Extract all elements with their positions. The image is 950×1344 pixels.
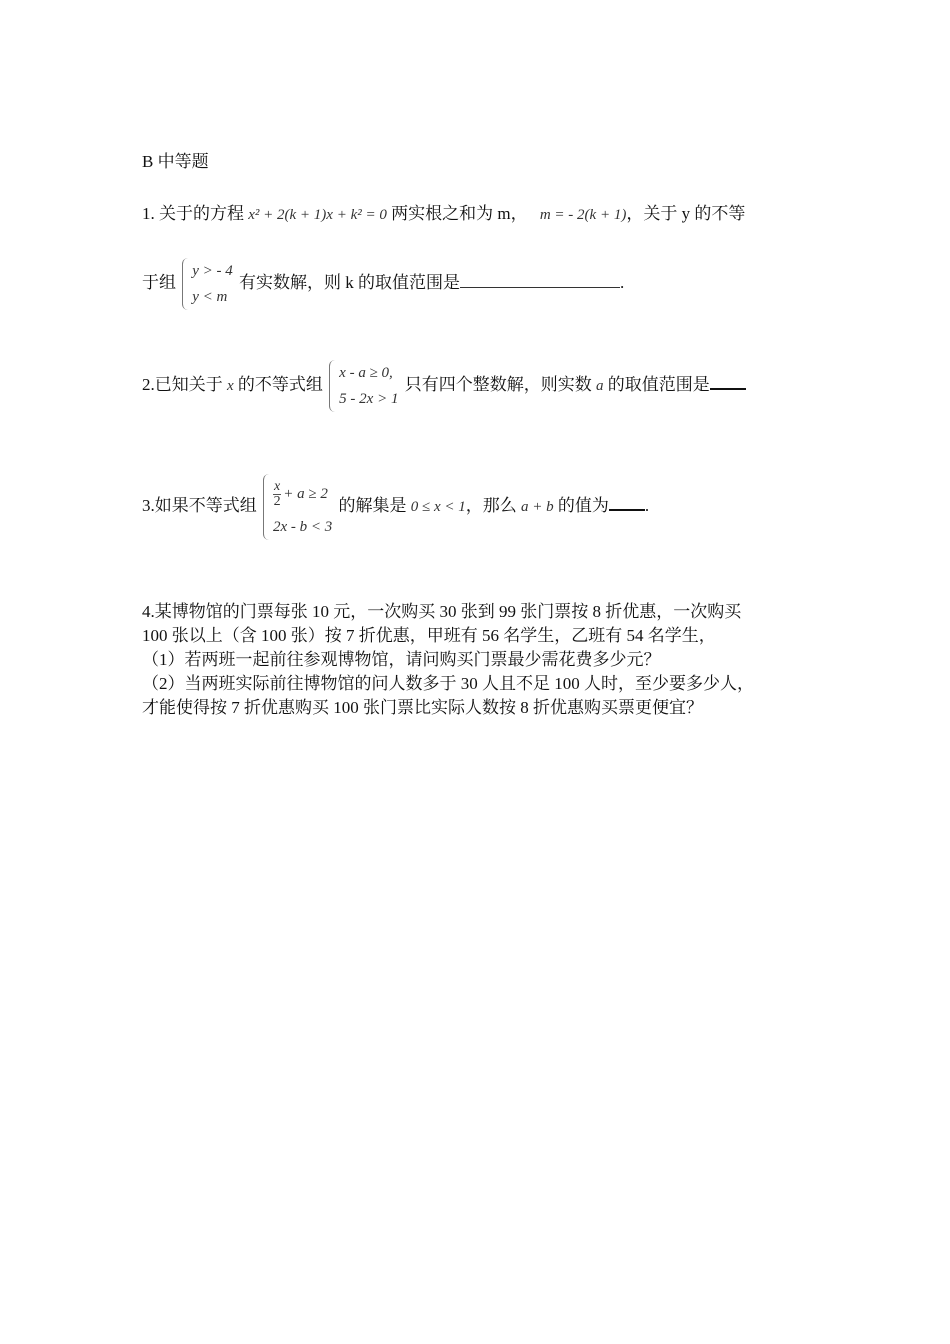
section-title: B 中等题 bbox=[142, 152, 209, 171]
q3-answer-blank[interactable] bbox=[609, 495, 645, 511]
q1-answer-blank[interactable] bbox=[460, 273, 620, 288]
q3-solution: 0 ≤ x < 1 bbox=[410, 498, 466, 515]
q2-mid: 的不等式组 bbox=[237, 374, 323, 394]
q1-m-equation: m = - 2(k + 1) bbox=[539, 207, 627, 223]
question-2 bbox=[142, 360, 746, 412]
q1-inequality-system bbox=[182, 258, 233, 310]
q3-prefix: 3.如果不等式组 bbox=[142, 495, 257, 515]
q3-row1-rest: + a ≥ 2 bbox=[283, 486, 328, 502]
q1-suffix: ，关于 y 的不等 bbox=[626, 204, 746, 223]
q2-var-a: a bbox=[595, 377, 604, 394]
q2-end: 的取值范围是 bbox=[607, 374, 710, 394]
q2-prefix: 2.已知关于 bbox=[142, 374, 223, 394]
q1-line2-suffix: 有实数解，则 k 的取值范围是 bbox=[239, 272, 461, 292]
left-brace bbox=[263, 474, 272, 540]
q2-suffix: 只有四个整数解，则实数 bbox=[404, 374, 592, 394]
q3-end: 的值为 bbox=[557, 495, 609, 515]
q1-system-row-1: y > - 4 bbox=[192, 263, 233, 279]
q3-expression: a + b bbox=[521, 498, 554, 515]
q3-system-row-1 bbox=[273, 474, 332, 514]
q3-mid2: ，那么 bbox=[465, 495, 517, 515]
q2-inequality-system bbox=[329, 360, 398, 412]
question-1-line-2 bbox=[142, 258, 624, 310]
q2-system-row-2: 5 - 2x > 1 bbox=[339, 391, 399, 407]
question-1-line-1 bbox=[142, 202, 745, 227]
q3-fraction bbox=[273, 480, 281, 509]
left-brace bbox=[182, 258, 191, 310]
question-4-line-1: 4.某博物馆的门票每张 10 元，一次购买 30 张到 99 张门票按 8 折优惠，一次购买 bbox=[142, 602, 742, 621]
q3-system-row-2: 2x - b < 3 bbox=[273, 519, 333, 535]
q1-prefix: 1. 关于的方程 bbox=[142, 204, 244, 223]
question-3 bbox=[142, 474, 649, 540]
q1-equation: x² + 2(k + 1)x + k² = 0 bbox=[248, 207, 387, 223]
q3-mid: 的解集是 bbox=[338, 495, 407, 515]
question-4-line-5: 才能使得按 7 折优惠购买 100 张门票比实际人数按 8 折优惠购买票更便宜？ bbox=[142, 698, 703, 717]
q1-line2-prefix: 于组 bbox=[142, 272, 176, 292]
q3-fraction-numerator: x bbox=[274, 479, 281, 495]
q1-mid: 两实根之和为 m， bbox=[391, 204, 528, 223]
q1-end: . bbox=[620, 272, 625, 292]
q2-answer-blank[interactable] bbox=[710, 374, 746, 390]
question-4-line-2: 100 张以上（含 100 张）按 7 折优惠，甲班有 56 名学生，乙班有 54 名学生， bbox=[142, 626, 716, 645]
q1-system-row-2: y < m bbox=[192, 289, 228, 305]
left-brace bbox=[329, 360, 338, 412]
q2-var-x: x bbox=[227, 377, 234, 394]
question-4-line-4: （2）当两班实际前往博物馆的问人数多于 30 人且不足 100 人时，至少要多少人， bbox=[142, 674, 754, 693]
q3-fraction-denominator: 2 bbox=[273, 494, 281, 510]
q2-system-row-1: x - a ≥ 0, bbox=[339, 365, 393, 381]
q3-period: . bbox=[644, 495, 650, 515]
question-4-line-3: （1）若两班一起前往参观博物馆，请问购买门票最少需花费多少元？ bbox=[142, 650, 661, 669]
q3-inequality-system bbox=[263, 474, 332, 540]
